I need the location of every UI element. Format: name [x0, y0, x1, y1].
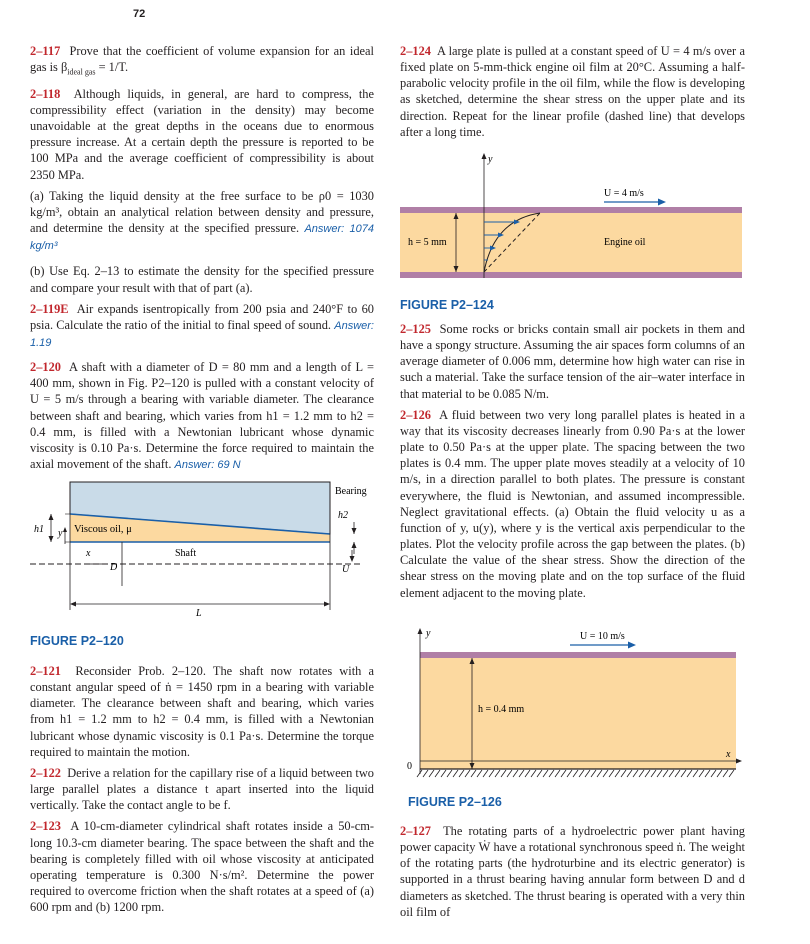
lower-plate	[400, 272, 742, 278]
hatch-line	[537, 770, 542, 777]
hatch-line	[441, 770, 446, 777]
problem-2-126	[400, 407, 745, 601]
hatch-line	[555, 770, 560, 777]
problem-text: Air expands isentropically from 200 psia and 240°F to 60 psia. Calculate the ratio of the initial to final speed of sound.	[30, 301, 375, 332]
problem-text: Although liquids, in general, are hard to compress, the compressibility effect (variation in the density) may become unavoidable at the great depths in the oceans due to enormous pressure increase. At a certain depth the pressure is reported to be 100 MPa and the average coefficient of compressibility is about 2350 MPa.	[30, 86, 374, 182]
y-label: y	[58, 528, 63, 539]
problem-2-120	[30, 359, 374, 473]
problem-number: 2–122	[30, 765, 61, 780]
hatch-line	[657, 770, 662, 777]
problem-2-125	[400, 321, 745, 402]
problem-2-118b	[30, 263, 374, 295]
fluid-layer	[420, 657, 736, 769]
figure-p2-120-diagram	[30, 478, 375, 623]
hatch-line	[519, 770, 524, 777]
hatch-line	[447, 770, 452, 777]
hatch-line	[531, 770, 536, 777]
hatch-line	[627, 770, 632, 777]
problem-text: Derive a relation for the capillary rise of a liquid between two large parallel plates a distance t apart inserted into the liquid vertically. Take the contact angle to be f.	[30, 765, 374, 813]
page-number: 72	[133, 8, 146, 20]
figure-p2-124-diagram	[398, 150, 748, 285]
right-column-bottom	[400, 823, 745, 925]
hatch-line	[693, 770, 698, 777]
subscript: ideal gas	[67, 67, 96, 77]
problem-number: 2–126	[400, 407, 431, 422]
answer: Answer: 1.19	[30, 319, 374, 349]
problem-text: The rotating parts of a hydroelectric power plant having power capacity Ẇ have a rotational synchronous speed ṅ. The weight of the rotating parts (the hydroturbine and its electric generator) is supported in a thrust bearing having annular form between D and d diameters as sketched. The thrust bearing is operated with a very thin oil film of	[400, 824, 745, 919]
hatch-line	[717, 770, 722, 777]
problem-text: Prove that the coefficient of volume expansion for an ideal gas is β	[30, 44, 375, 75]
arrowhead	[63, 527, 67, 532]
left-column	[30, 43, 374, 478]
hatch-line	[663, 770, 668, 777]
figure-p2-120-caption: FIGURE P2–120	[30, 634, 124, 648]
hatch-line	[501, 770, 506, 777]
problem-2-118a	[30, 188, 374, 255]
hatch-line	[597, 770, 602, 777]
problem-text: A large plate is pulled at a constant speed of U = 4 m/s over a fixed plate on 5-mm-thick engine oil film at 20°C. Assuming a half-parabolic velocity profile in the oil film, while the flow is developing as sketched, determine the shear stress on the upper plate and its direction. Repeat for the linear profile (dashed line) that develops after a long time.	[400, 44, 745, 139]
hatch-line	[585, 770, 590, 777]
origin-label: 0	[407, 761, 412, 772]
hatch-line	[579, 770, 584, 777]
hatch-line	[687, 770, 692, 777]
left-column-lower	[30, 663, 374, 920]
hatch-line	[639, 770, 644, 777]
right-column-middle	[400, 321, 745, 606]
hatch-line	[633, 770, 638, 777]
hatch-line	[477, 770, 482, 777]
hatch-line	[465, 770, 470, 777]
bearing-label: Bearing	[335, 486, 367, 497]
h-label: h = 0.4 mm	[478, 704, 525, 715]
problem-number: 2–118	[30, 86, 61, 101]
problem-number: 2–124	[400, 44, 431, 58]
hatch-line	[549, 770, 554, 777]
hatch-line	[729, 770, 734, 777]
hatch-line	[489, 770, 494, 777]
hatch-line	[483, 770, 488, 777]
problem-2-119e	[30, 301, 374, 351]
upper-plate	[420, 652, 736, 658]
hatch-line	[525, 770, 530, 777]
hatch-line	[429, 770, 434, 777]
h2-label: h2	[338, 510, 348, 521]
arrowhead	[736, 759, 742, 764]
problem-number: 2–127	[400, 824, 431, 838]
u-label: U = 10 m/s	[580, 631, 625, 642]
hatch-line	[459, 770, 464, 777]
hatch-line	[561, 770, 566, 777]
hatching	[417, 770, 734, 777]
hatch-line	[507, 770, 512, 777]
hatch-line	[699, 770, 704, 777]
hatch-line	[495, 770, 500, 777]
oil-film	[400, 210, 742, 272]
hatch-line	[711, 770, 716, 777]
arrowhead	[49, 514, 54, 520]
right-column-top	[400, 43, 745, 145]
hatch-line	[669, 770, 674, 777]
l-label: L	[196, 608, 202, 619]
arrowhead	[352, 528, 357, 534]
hatch-line	[621, 770, 626, 777]
h-label: h = 5 mm	[408, 237, 447, 248]
x-label: x	[86, 548, 91, 559]
x-label: x	[726, 749, 731, 760]
figure-p2-126-diagram	[398, 624, 748, 784]
hatch-line	[435, 770, 440, 777]
hatch-line	[417, 770, 422, 777]
problem-text: A fluid between two very long parallel plates is heated in a way that its viscosity decreases linearly from 0.90 Pa·s at the lower plate to 0.50 Pa·s at the upper plate. The spacing between the two plates is 0.4 mm. The upper plate moves steadily at a velocity of 10 m/s, in a direction parallel to both plates. The pressure is constant everywhere, the fluid is Newtonian, and assumed incompressible. Neglect gravitational effects. (a) Obtain the fluid velocity u as a function of y, u(y), where y is the vertical axis perpendicular to the plates. Plot the velocity profile across the gap between the plates. (b) Calculate the value of the shear stress. Show the direction of the shear stress on the moving plate and on the top surface of the fluid element adjacent to the moving plate.	[400, 407, 745, 600]
problem-2-121	[30, 663, 374, 760]
hatch-line	[543, 770, 548, 777]
u-label: U	[342, 564, 350, 575]
problem-number: 2–117	[30, 44, 61, 58]
d-label: D	[110, 562, 118, 573]
problem-number: 2–123	[30, 819, 61, 834]
hatch-line	[609, 770, 614, 777]
problem-2-124	[400, 43, 745, 140]
problem-number: 2–119E	[30, 301, 69, 316]
problem-2-123	[30, 818, 374, 915]
hatch-line	[513, 770, 518, 777]
problem-2-118	[30, 86, 374, 183]
problem-number: 2–120	[30, 360, 61, 375]
arrowhead	[49, 536, 54, 542]
hatch-line	[567, 770, 572, 777]
arrowhead	[418, 628, 423, 634]
hatch-line	[675, 770, 680, 777]
figure-p2-126-caption: FIGURE P2–126	[408, 795, 502, 809]
problem-text: A 10-cm-diameter cylindrical shaft rotates inside a 50-cm-long 10.3-cm diameter bearing. The space between the shaft and the bearing is completely filled with oil whose viscosity at anticipated operating temperature is 0.300 N·s/m². Determine the power required to overcome friction when the shaft rotates at a speed of (a) 600 rpm and (b) 1200 rpm.	[30, 819, 374, 915]
h1-label: h1	[34, 524, 44, 535]
problem-text: Some rocks or bricks contain small air pockets in them and have a spongy structure. Assuming the air spaces form columns of an average diameter of 0.006 mm, determine how high water can rise in such a material. Take the surface tension of the air–water interface in that material to be 0.085 N/m.	[400, 322, 745, 401]
figure-p2-124-caption: FIGURE P2–124	[400, 298, 494, 312]
arrowhead	[352, 542, 357, 548]
hatch-line	[645, 770, 650, 777]
viscous-oil-label: Viscous oil, μ	[74, 524, 132, 535]
hatch-line	[651, 770, 656, 777]
y-label: y	[488, 154, 493, 165]
hatch-line	[615, 770, 620, 777]
hatch-line	[453, 770, 458, 777]
arrowhead	[350, 556, 355, 562]
answer: Answer: 1074 kg/m³	[30, 223, 374, 253]
u-label: U = 4 m/s	[604, 188, 644, 199]
arrowhead	[324, 602, 330, 607]
hatch-line	[603, 770, 608, 777]
fluid-label: Engine oil	[604, 237, 646, 248]
arrowhead	[70, 602, 76, 607]
problem-text-tail: = 1/T.	[95, 60, 129, 75]
hatch-line	[471, 770, 476, 777]
hatch-line	[573, 770, 578, 777]
problem-number: 2–121	[30, 664, 61, 678]
problem-text: (b) Use Eq. 2–13 to estimate the density for the specified pressure and compare your result with that of part (a).	[30, 264, 374, 295]
problem-number: 2–125	[400, 322, 431, 336]
problem-2-122	[30, 765, 374, 813]
answer: Answer: 69 N	[174, 459, 241, 472]
problem-2-127	[400, 823, 745, 920]
hatch-line	[423, 770, 428, 777]
problem-2-117	[30, 43, 374, 81]
arrowhead	[658, 199, 666, 206]
hatch-line	[681, 770, 686, 777]
hatch-line	[591, 770, 596, 777]
hatch-line	[705, 770, 710, 777]
y-label: y	[426, 628, 431, 639]
shaft-label: Shaft	[175, 548, 197, 559]
problem-text: A shaft with a diameter of D = 80 mm and a length of L = 400 mm, shown in Fig. P2–120 is pulled with a constant velocity of U = 5 m/s through a bearing with variable diameter. The clearance between shaft and bearing, which varies from h1 = 1.2 mm to h2 = 0.4 mm, is filled with a Newtonian lubricant whose dynamic viscosity is 0.10 Pa·s. Determine the force required to maintain the axial movement of the shaft.	[30, 360, 374, 472]
upper-plate	[400, 207, 742, 213]
problem-text: Reconsider Prob. 2–120. The shaft now rotates with a constant angular speed of ṅ = 1450 rpm in a bearing with variable diameter. The clearance between shaft and bearing, which varies from h1 = 1.2 mm to h2 = 0.4 mm, is filled with a Newtonian lubricant whose dynamic viscosity is 0.1 Pa·s. Determine the torque required to maintain the motion.	[30, 664, 374, 759]
hatch-line	[723, 770, 728, 777]
arrowhead	[482, 153, 487, 159]
problem-text: (a) Taking the liquid density at the free surface to be ρ0 = 1030 kg/m³, obtain an analytical relation between density and pressure, and determine the density at the specified pressure.	[30, 188, 374, 236]
arrowhead	[628, 642, 636, 649]
